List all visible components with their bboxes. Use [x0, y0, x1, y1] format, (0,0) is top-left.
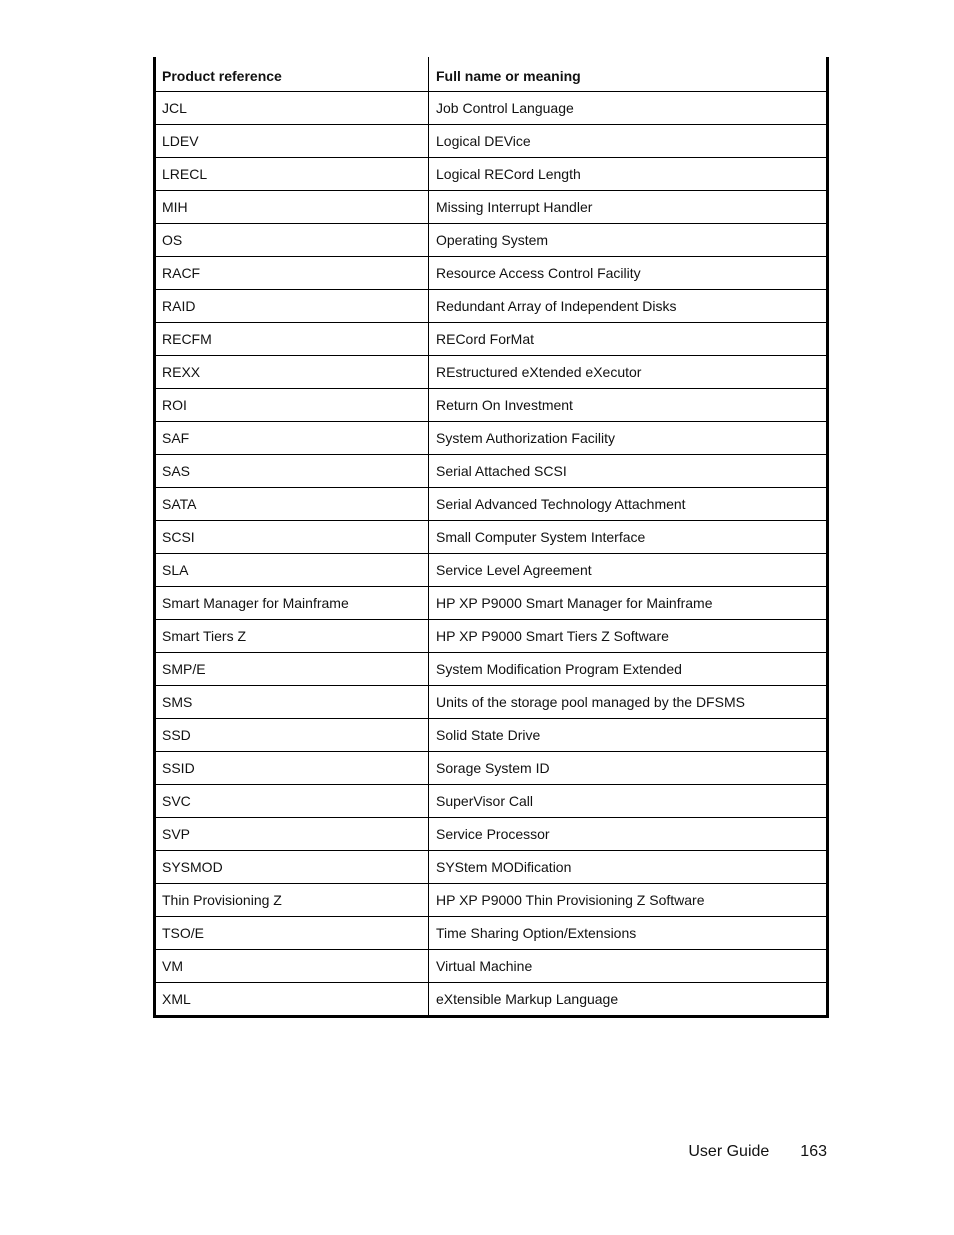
product-reference-cell: SMS	[156, 686, 429, 718]
table-row	[156, 719, 826, 752]
table-row	[156, 818, 826, 851]
table-row	[156, 851, 826, 884]
product-reference-cell: SATA	[156, 488, 429, 520]
table-row	[156, 257, 826, 290]
table-row	[156, 158, 826, 191]
product-reference-cell: SAS	[156, 455, 429, 487]
product-reference-cell: SAF	[156, 422, 429, 454]
table-row	[156, 422, 826, 455]
table-row	[156, 356, 826, 389]
table-row	[156, 323, 826, 356]
product-reference-cell: ROI	[156, 389, 429, 421]
full-name-cell: eXtensible Markup Language	[436, 991, 619, 1007]
table-row	[156, 587, 826, 620]
full-name-cell: Logical RECord Length	[436, 166, 581, 182]
full-name-cell: Solid State Drive	[436, 727, 541, 743]
full-name-cell: RECord ForMat	[436, 331, 535, 347]
product-reference-cell: Smart Tiers Z	[156, 620, 429, 652]
product-reference-cell: MIH	[156, 191, 429, 223]
product-reference-cell: SVP	[156, 818, 429, 850]
table-row	[156, 488, 826, 521]
full-name-cell: REstructured eXtended eXecutor	[436, 364, 642, 380]
table-row	[156, 125, 826, 158]
table-row	[156, 521, 826, 554]
footer-doc-title: User Guide	[688, 1143, 770, 1160]
full-name-cell: Sorage System ID	[436, 760, 550, 776]
header-full-name: Full name or meaning	[436, 68, 581, 84]
product-reference-cell: SMP/E	[156, 653, 429, 685]
product-reference-cell: RACF	[156, 257, 429, 289]
product-reference-cell: LDEV	[156, 125, 429, 157]
full-name-cell: SYStem MODification	[436, 859, 572, 875]
table-row	[156, 785, 826, 818]
table-row	[156, 389, 826, 422]
table-row	[156, 752, 826, 785]
product-reference-cell: Smart Manager for Mainframe	[156, 587, 429, 619]
table-row	[156, 884, 826, 917]
product-reference-cell: SSD	[156, 719, 429, 751]
table-row	[156, 191, 826, 224]
full-name-cell: System Modification Program Extended	[436, 661, 682, 677]
product-reference-cell: RAID	[156, 290, 429, 322]
full-name-cell: Service Level Agreement	[436, 562, 592, 578]
page-footer	[688, 1143, 827, 1161]
full-name-cell: System Authorization Facility	[436, 430, 615, 446]
product-reference-cell: SCSI	[156, 521, 429, 553]
table-row	[156, 983, 826, 1015]
product-reference-cell: VM	[156, 950, 429, 982]
product-reference-cell: TSO/E	[156, 917, 429, 949]
table-row	[156, 455, 826, 488]
full-name-cell: Operating System	[436, 232, 549, 248]
product-reference-cell: OS	[156, 224, 429, 256]
product-reference-cell: Thin Provisioning Z	[156, 884, 429, 916]
product-reference-cell: SYSMOD	[156, 851, 429, 883]
product-reference-cell: REXX	[156, 356, 429, 388]
table-row	[156, 620, 826, 653]
glossary-table	[153, 57, 829, 1018]
product-reference-cell: RECFM	[156, 323, 429, 355]
table-row	[156, 950, 826, 983]
table-row	[156, 92, 826, 125]
header-product-reference: Product reference	[156, 57, 429, 91]
product-reference-cell: SLA	[156, 554, 429, 586]
full-name-cell: SuperVisor Call	[436, 793, 534, 809]
full-name-cell: HP XP P9000 Thin Provisioning Z Software	[436, 892, 705, 908]
full-name-cell: Virtual Machine	[436, 958, 533, 974]
table-header-row	[156, 57, 826, 92]
full-name-cell: Serial Attached SCSI	[436, 463, 567, 479]
table-row	[156, 554, 826, 587]
page-number: 163	[800, 1143, 827, 1160]
full-name-cell: Service Processor	[436, 826, 550, 842]
table-row	[156, 686, 826, 719]
product-reference-cell: SVC	[156, 785, 429, 817]
table-row	[156, 653, 826, 686]
full-name-cell: HP XP P9000 Smart Manager for Mainframe	[436, 595, 713, 611]
full-name-cell: Logical DEVice	[436, 133, 531, 149]
full-name-cell: Units of the storage pool managed by the DFSMS	[436, 694, 745, 710]
product-reference-cell: XML	[156, 983, 429, 1015]
full-name-cell: Serial Advanced Technology Attachment	[436, 496, 686, 512]
product-reference-cell: SSID	[156, 752, 429, 784]
full-name-cell: Resource Access Control Facility	[436, 265, 641, 281]
table-row	[156, 290, 826, 323]
full-name-cell: HP XP P9000 Smart Tiers Z Software	[436, 628, 669, 644]
full-name-cell: Time Sharing Option/Extensions	[436, 925, 637, 941]
full-name-cell: Return On Investment	[436, 397, 573, 413]
table-row	[156, 917, 826, 950]
full-name-cell: Redundant Array of Independent Disks	[436, 298, 677, 314]
full-name-cell: Missing Interrupt Handler	[436, 199, 593, 215]
full-name-cell: Job Control Language	[436, 100, 574, 116]
table-row	[156, 224, 826, 257]
product-reference-cell: LRECL	[156, 158, 429, 190]
product-reference-cell: JCL	[156, 92, 429, 124]
full-name-cell: Small Computer System Interface	[436, 529, 646, 545]
